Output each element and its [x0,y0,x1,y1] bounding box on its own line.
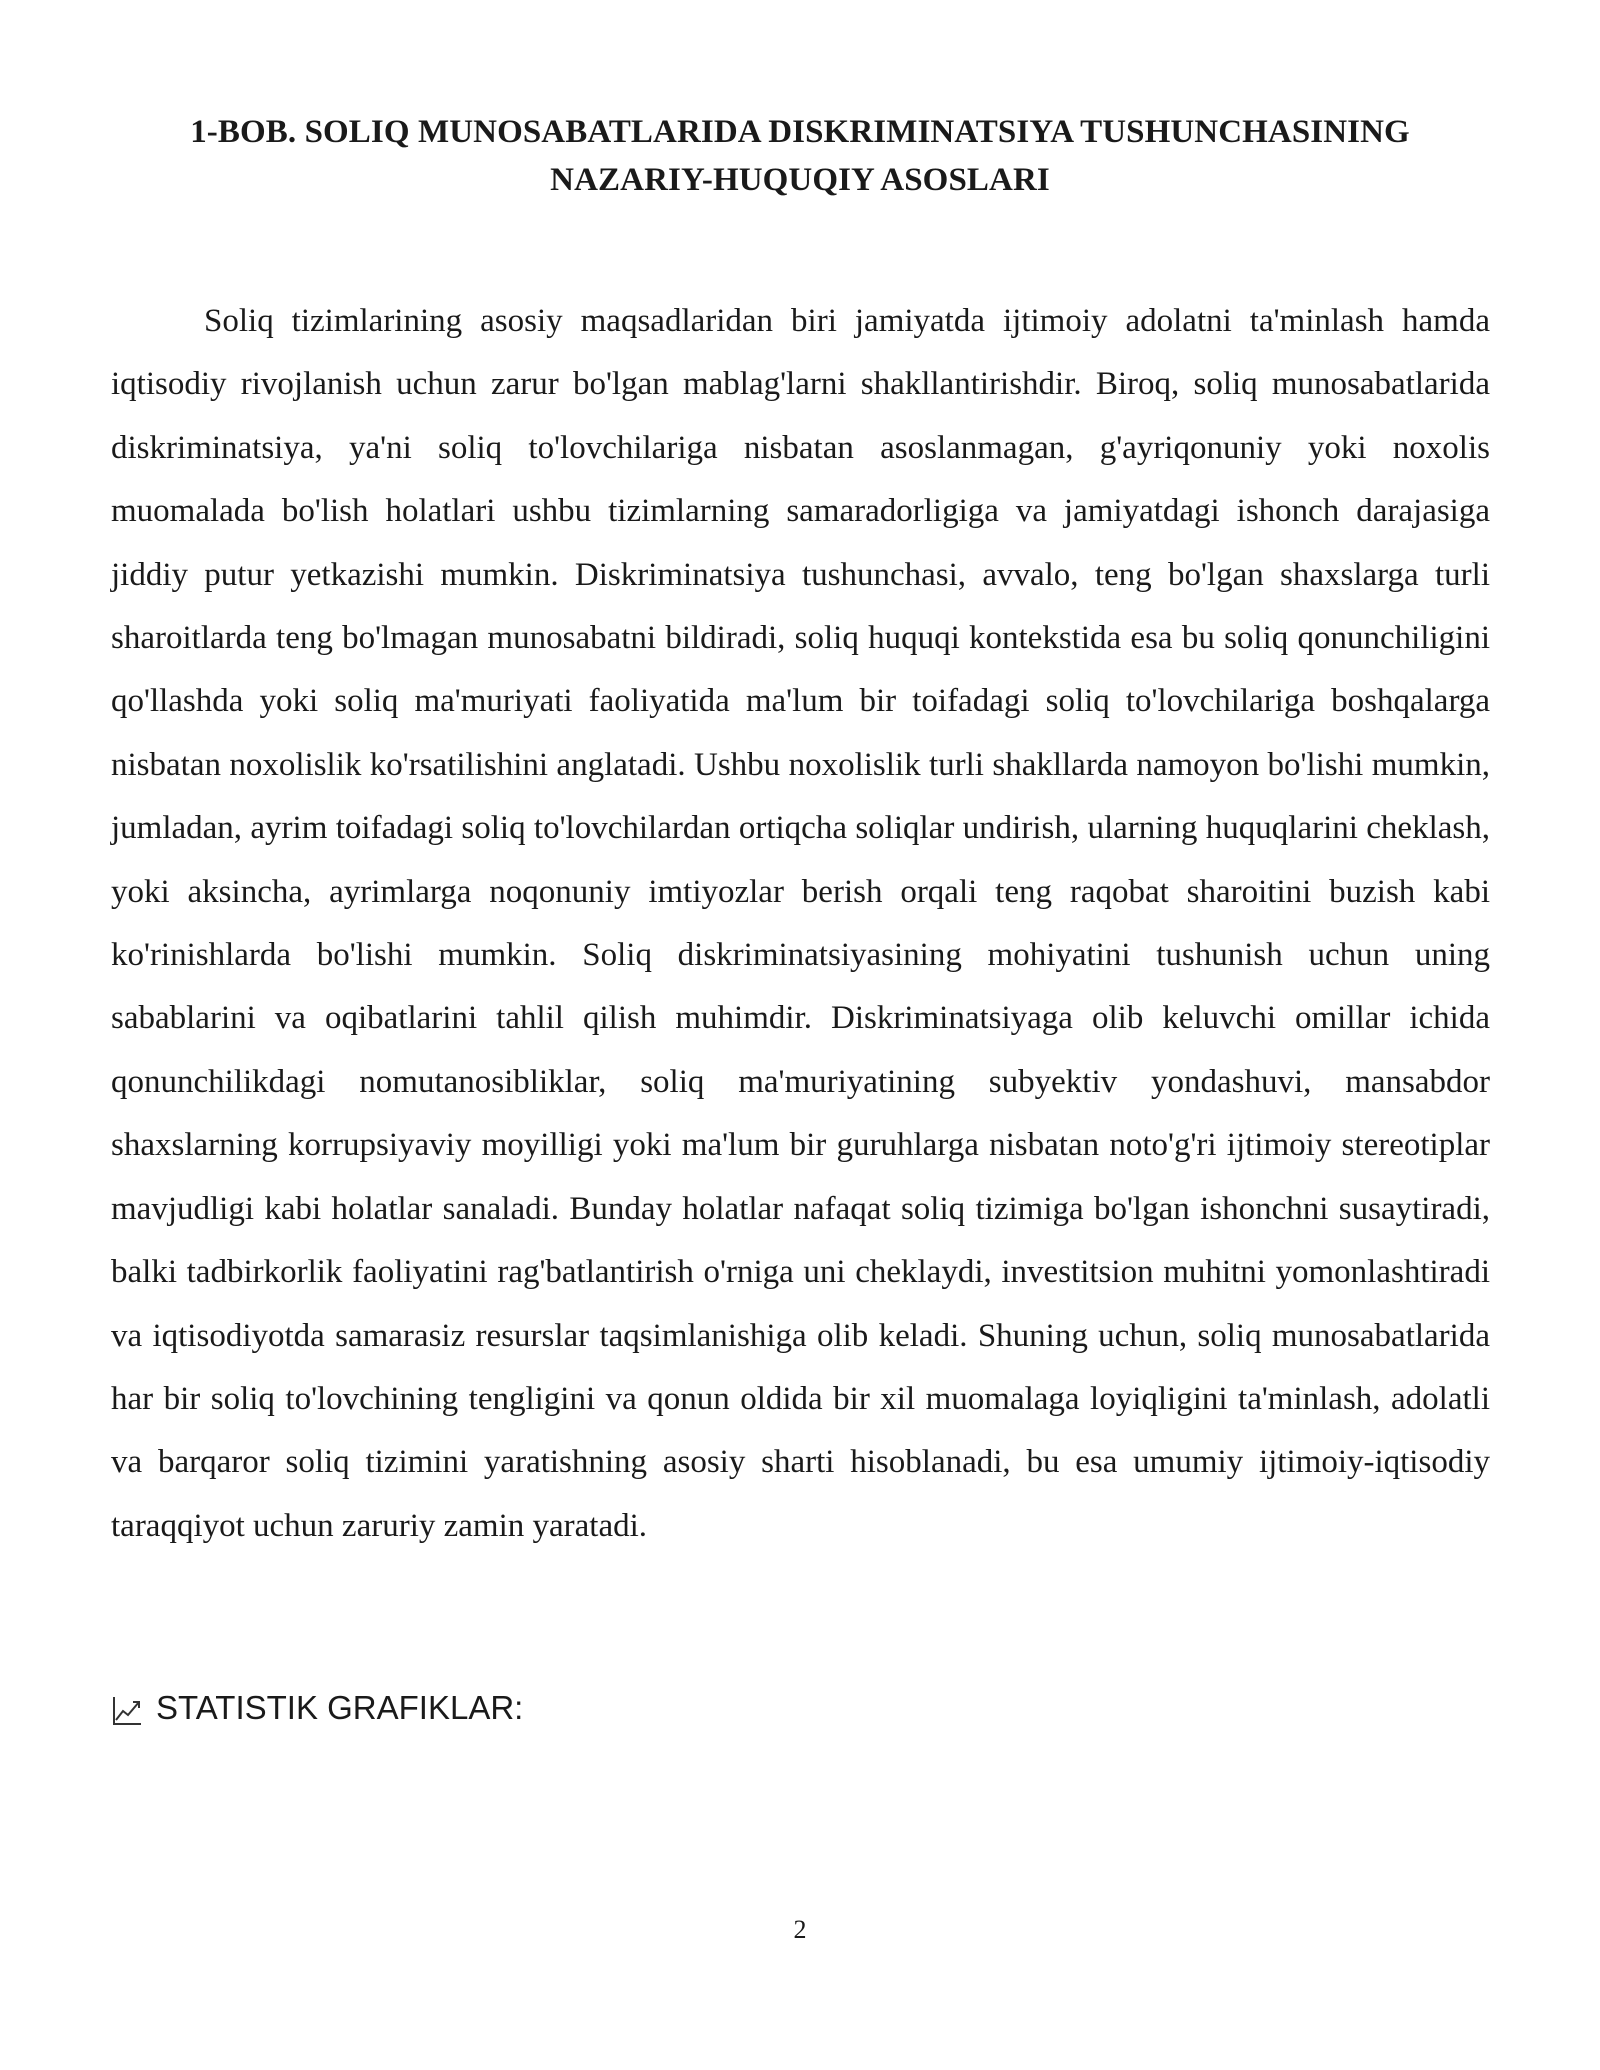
statistics-heading [111,1684,523,1732]
body-paragraph: Soliq tizimlarining asosiy maqsadlaridan biri jamiyatda ijtimoiy adolatni ta'minlash hamda iqtisodiy rivojlanish uchun zarur bo'lgan mablag'larni shakllantirishdir. Biroq, soliq munosabatlarida diskriminatsiya, ya'ni soliq to'lovchilariga nisbatan asoslanmagan, g'ayriqonuniy yoki noxolis muomalada bo'lish holatlari ushbu tizimlarning samaradorligiga va jamiyatdagi ishonch darajasiga jiddiy putur yetkazishi mumkin. Diskriminatsiya tushunchasi, avvalo, teng bo'lgan shaxslarga turli sharoitlarda teng bo'lmagan munosabatni bildiradi, soliq huquqi kontekstida esa bu soliq qonunchiligini qo'llashda yoki soliq ma'muriyati faoliyatida ma'lum bir toifadagi soliq to'lovchilariga boshqalarga nisbatan noxolislik ko'rsatilishini anglatadi. Ushbu noxolislik turli shakllarda namoyon bo'lishi mumkin, jumladan, ayrim toifadagi soliq to'lovchilardan ortiqcha soliqlar undirish, ularning huquqlarini cheklash, yoki aksincha, ayrimlarga noqonuniy imtiyozlar berish orqali teng raqobat sharoitini buzish kabi ko'rinishlarda bo'lishi mumkin. Soliq diskriminatsiyasining mohiyatini tushunish uchun uning sabablarini va oqibatlarini tahlil qilish muhimdir. Diskriminatsiyaga olib keluvchi omillar ichida qonunchilikdagi nomutanosibliklar, soliq ma'muriyatining subyektiv yondashuvi, mansabdor shaxslarning korrupsiyaviy moyilligi yoki ma'lum bir guruhlarga nisbatan noto'g'ri ijtimoiy stereotiplar mavjudligi kabi holatlar sanaladi. Bunday holatlar nafaqat soliq tizimiga bo'lgan ishonchni susaytiradi, balki tadbirkorlik faoliyatini rag'batlantirish o'rniga uni cheklaydi, investitsion muhitni yomonlashtiradi va iqtisodiyotda samarasiz resurslar taqsimlanishiga olib keladi. Shuning uchun, soliq munosabatlarida har bir soliq to'lovchining tengligini va qonun oldida bir xil muomalaga loyiqligini ta'minlash, adolatli va barqaror soliq tizimini yaratishning asosiy sharti hisoblanadi, bu esa umumiy ijtimoiy-iqtisodiy taraqqiyot uchun zaruriy zamin yaratadi. [111,303,1490,1544]
page-number: 2 [793,1915,807,1944]
chart-increasing-icon [111,1692,144,1725]
chapter-title: 1-BOB. SOLIQ MUNOSABATLARIDA DISKRIMINATSIYA TUSHUNCHASINING NAZARIY-HUQUQIY ASOSLARI [190,114,1410,198]
statistics-heading-label: STATISTIK GRAFIKLAR: [156,1689,524,1726]
